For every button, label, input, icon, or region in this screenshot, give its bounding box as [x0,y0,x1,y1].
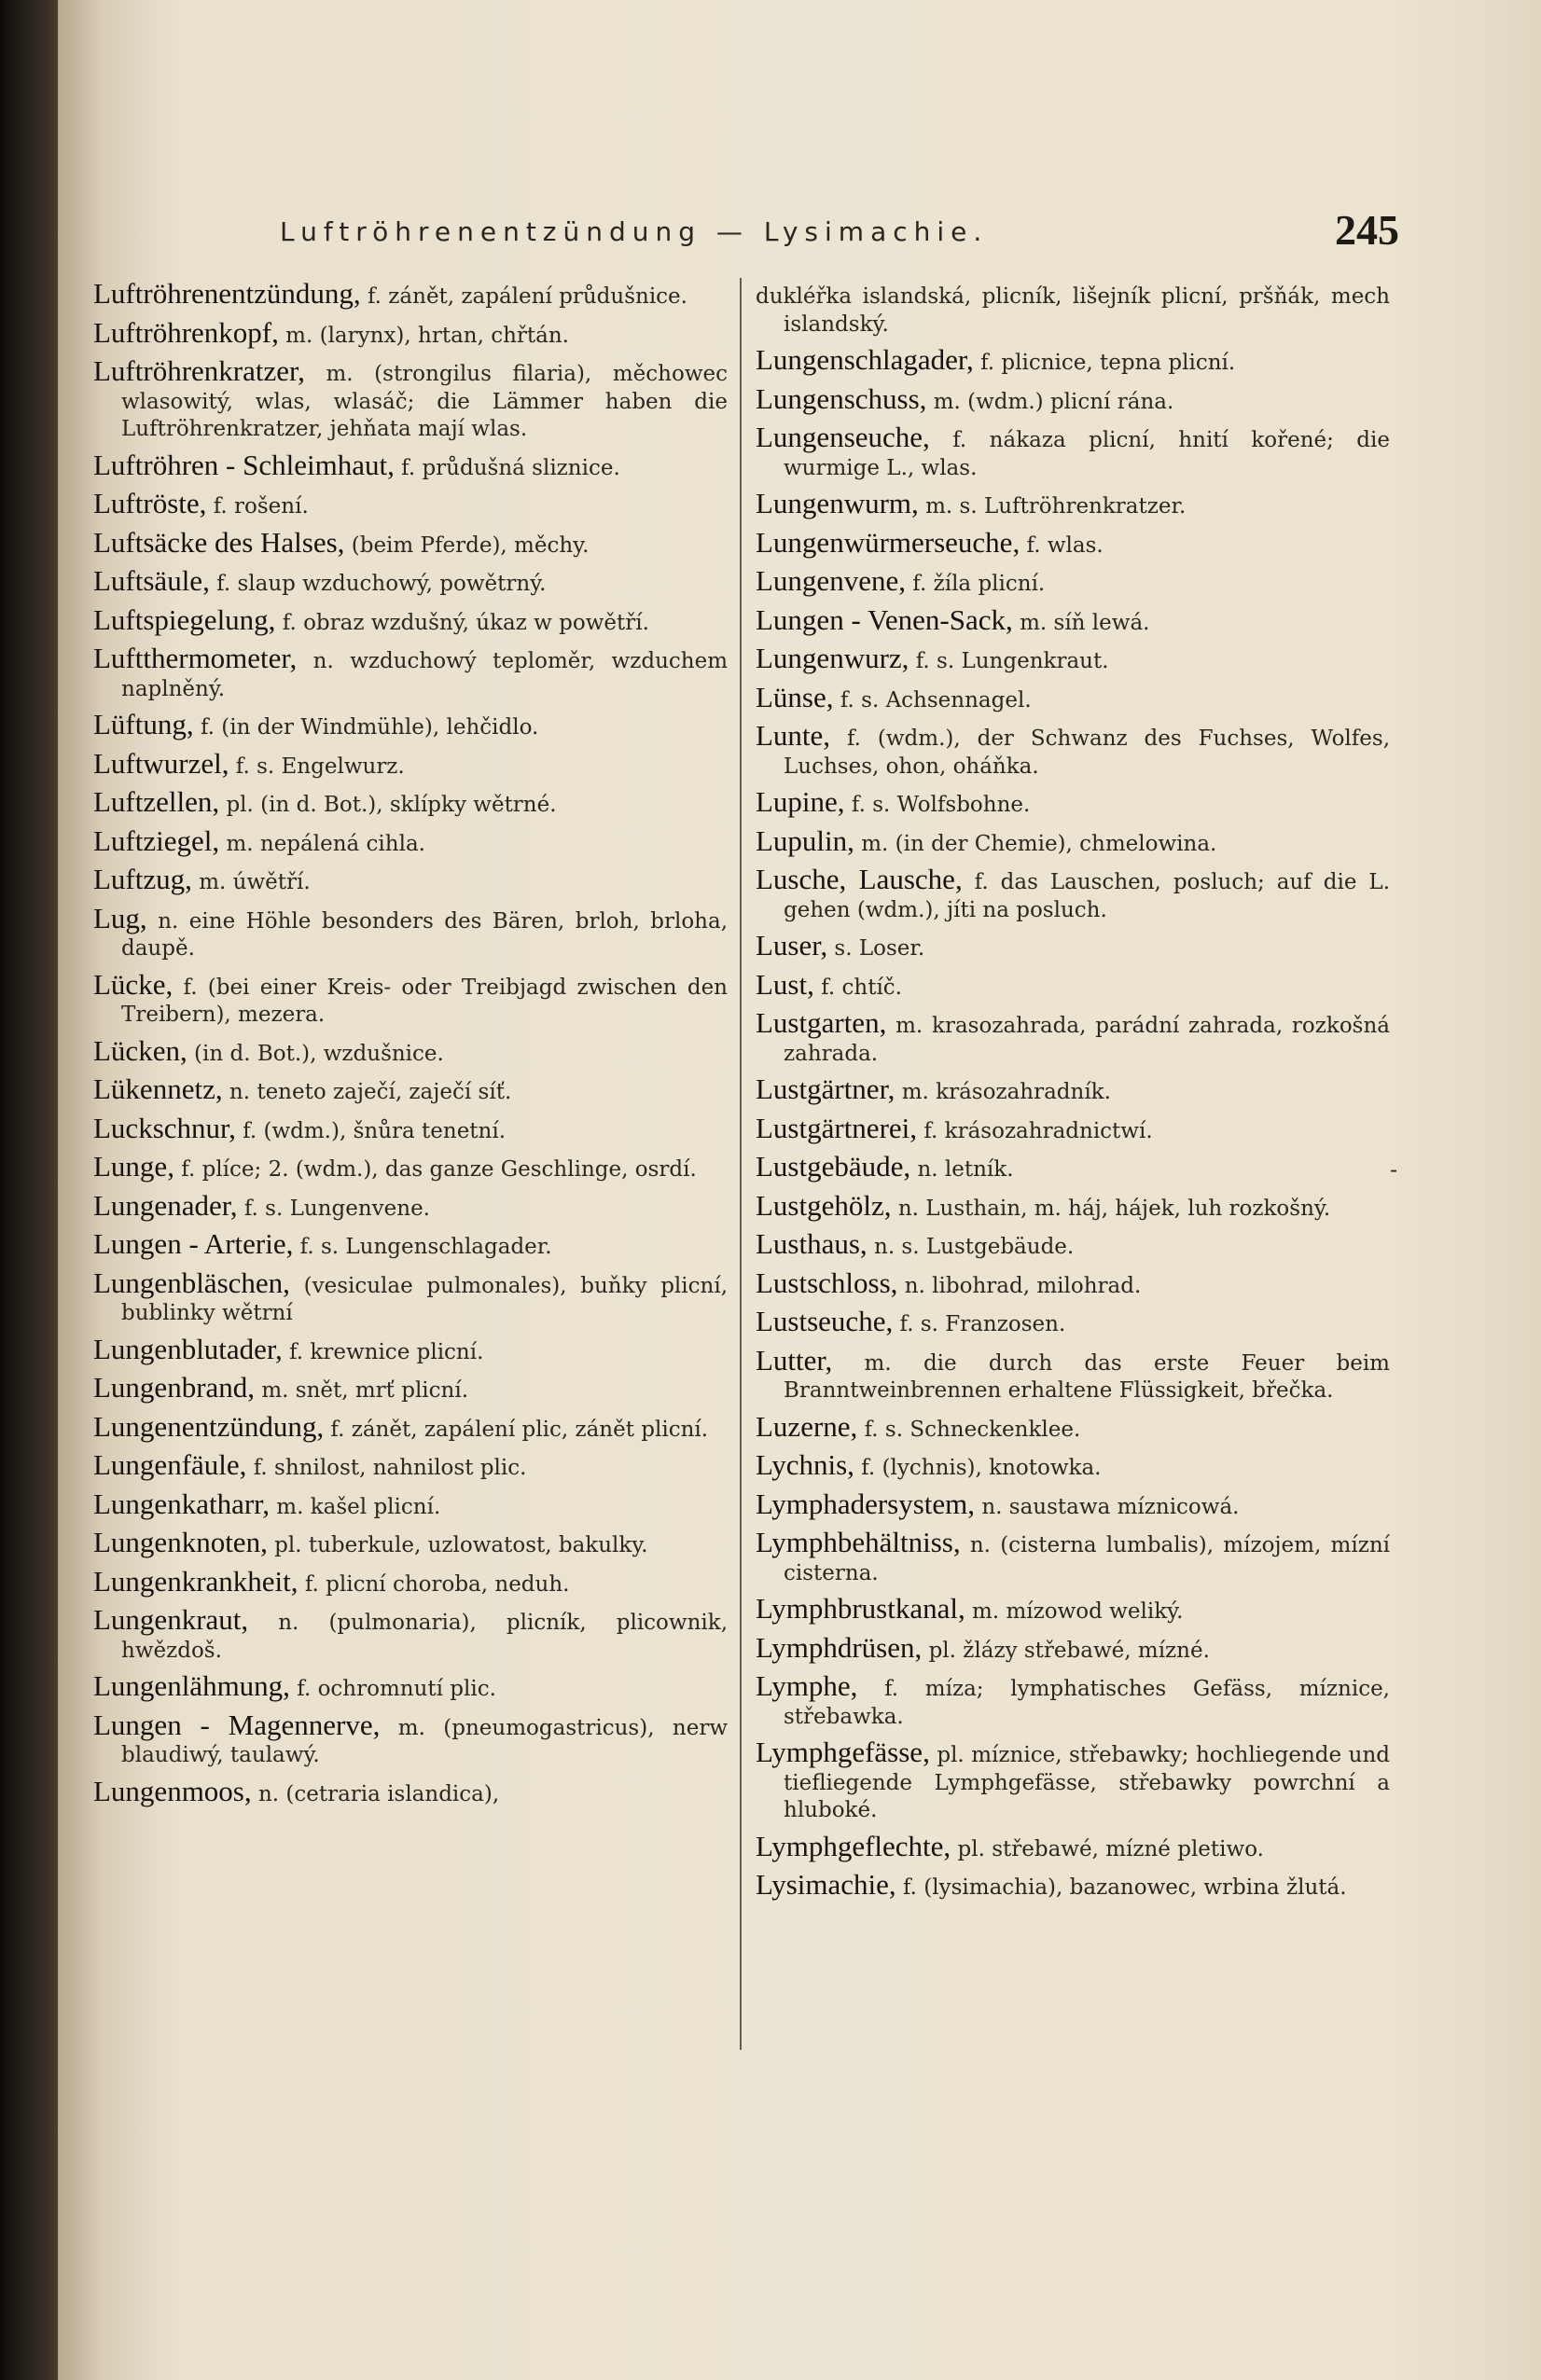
entry-definition: n. (cetraria islandica), [257,1781,500,1806]
entry-definition: f. shnilost, nahnilost plic. [253,1456,527,1480]
entry-definition: m. (in der Chemie), chmelowina. [861,831,1217,856]
dictionary-entry [756,1409,1390,1445]
dictionary-entry [756,1072,1390,1107]
entry-headword: Lungenbrand, [93,1371,256,1404]
entry-headword: Lungenschlagader, [756,343,974,376]
entry-headword: Luftthermometer, [93,642,298,674]
entry-headword: Lungen - Venen-Sack, [756,602,1013,636]
dictionary-entry [756,1448,1390,1483]
left-column [93,280,728,2313]
entry-headword: Luftzellen, [93,785,220,818]
dictionary-entry [756,1868,1390,1903]
entry-definition: f. s. Franzosen. [899,1312,1066,1336]
entry-definition: n. (cisterna lumbalis), mízojem, mízní cisterna. [784,1533,1390,1585]
entry-headword: Lüftung, [93,708,194,740]
dictionary-entry [93,1150,728,1184]
entry-headword: Lymphe, [756,1669,858,1702]
entry-headword: Lücke, [93,967,174,1001]
dictionary-entry [756,1266,1390,1301]
entry-headword: Lustgehölz, [756,1188,892,1222]
entry-headword: Lungenwürmerseuche, [756,525,1020,559]
entry-definition: m. nepálená cihla. [226,831,425,856]
dictionary-entry [93,823,728,859]
margin-hyphen: - [1390,1156,1398,1183]
dictionary-entry [756,1592,1390,1626]
entry-definition: f. krásozahradnictwí. [923,1118,1153,1143]
dictionary-entry [756,1343,1390,1405]
dictionary-entry [756,719,1390,781]
entry-definition: f. žíla plicní. [912,572,1046,596]
dictionary-entry [93,644,728,703]
dictionary-entry [93,1409,728,1445]
dictionary-entry [93,1526,728,1560]
dictionary-entry [93,1072,728,1107]
entry-definition: f. ochromnutí plic. [297,1677,496,1701]
entry-definition: f. obraz wzdušný, úkaz w powětří. [282,610,649,635]
dictionary-entry [93,564,728,599]
entry-headword: Luftsäcke des Halses, [93,525,345,559]
entry-headword: Lungenwurz, [756,642,909,674]
entry-definition: f. rošení. [213,494,309,519]
entry-headword: Luftsäule, [93,564,210,597]
entry-definition: f. (bei einer Kreis- oder Treibjagd zwischen den Treibern), mezera. [121,975,728,1027]
dictionary-entry [756,1526,1390,1587]
entry-headword: Luzerne, [756,1409,858,1443]
dictionary-entry [756,823,1390,859]
entry-headword: Luftröhrenentzündung, [93,280,361,310]
dictionary-entry [756,280,1390,339]
entry-definition: pl. žlázy střebawé, mízné. [928,1638,1210,1663]
entry-headword: Lymphbehältniss, [756,1526,961,1558]
dictionary-entry [93,1033,728,1069]
dictionary-entry [756,967,1390,1003]
entry-definition: f. plíce; 2. (wdm.), das ganze Geschlinge, osrdí. [181,1157,697,1182]
entry-definition: f. zánět, zapálení průdušnice. [367,284,687,309]
entry-definition: f. s. Wolfsbohne. [851,793,1031,817]
entry-headword: Lükennetz, [93,1072,223,1105]
dictionary-entry [93,1188,728,1224]
dictionary-entry [756,564,1390,599]
entry-headword: Lungenkatharr, [93,1487,270,1520]
entry-definition: m. (larynx), hrtan, chřtán. [285,323,569,348]
entry-definition: f. průdušná sliznice. [401,455,620,480]
entry-definition: m. (wdm.) plicní rána. [933,389,1174,414]
entry-headword: Lungenfäule, [93,1448,247,1481]
entry-definition: m. úwětří. [199,870,311,894]
entry-headword: Luftröhrenkratzer, [93,354,305,387]
dictionary-entry [93,448,728,483]
dictionary-entry [93,1332,728,1367]
entry-headword: Lupine, [756,785,845,818]
entry-definition: f. (in der Windmühle), lehčidlo. [200,715,539,740]
dictionary-entry [756,785,1390,820]
entry-headword: Lungen - Arterie, [93,1227,294,1260]
dictionary-entry [756,487,1390,521]
entry-definition: pl. (in d. Bot.), sklípky wětrné. [226,793,557,817]
dictionary-entry [93,1371,728,1405]
dictionary-entry [93,708,728,742]
entry-definition: f. s. Schneckenklee. [864,1417,1081,1442]
entry-headword: Lymphadersystem, [756,1487,976,1520]
entry-headword: Lungenentzündung, [93,1409,325,1443]
dictionary-entry [756,343,1390,378]
entry-definition: f. krewnice plicní. [289,1339,484,1364]
entry-headword: Lungenvene, [756,564,906,597]
entry-definition: m. síň lewá. [1020,610,1150,635]
entry-headword: Lustgebäude, [756,1150,911,1183]
entry-headword: Luftwurzel, [93,746,229,780]
entry-headword: Lymphgeflechte, [756,1829,951,1862]
entry-definition: n. (pulmonaria), plicník, plicownik, hwězdoš. [121,1611,728,1663]
dictionary-entry [93,1266,728,1328]
entry-definition: f. (lychnis), knotowka. [861,1456,1102,1480]
dictionary-entry [93,1564,728,1599]
entry-definition: n. s. Lustgebäude. [874,1235,1075,1259]
entry-definition: pl. míznice, střebawky; hochliegende und tiefliegende Lymphgefässe, střebawky powrchní a hluboké. [784,1743,1390,1822]
entry-definition: (beim Pferde), měchy. [351,533,590,558]
entry-definition: n. libohrad, milohrad. [904,1273,1142,1298]
entry-definition: pl. střebawé, mízné pletiwo. [957,1836,1264,1861]
entry-definition: m. krasozahrada, parádní zahrada, rozkošná zahrada. [784,1014,1390,1066]
dictionary-entry [756,680,1390,715]
dictionary-entry [93,315,728,351]
dictionary-entry [756,1188,1390,1224]
entry-definition: f. wlas. [1026,533,1104,558]
entry-definition: n. teneto zaječí, zaječí síť. [229,1080,512,1104]
entry-headword: Lusthaus, [756,1227,868,1260]
entry-headword: Lustgärtner, [756,1072,895,1105]
entry-headword: Lymphdrüsen, [756,1630,923,1664]
entry-definition: m. kašel plicní. [276,1494,441,1519]
book-spine [0,0,65,2380]
entry-definition: f. (lysimachia), bazanowec, wrbina žlutá. [902,1875,1347,1900]
dictionary-entry [93,280,728,311]
entry-headword: Lungenmoos, [93,1774,252,1807]
dictionary-entry [93,1487,728,1522]
dictionary-entry [756,525,1390,560]
entry-headword: Luftröhren - Schleimhaut, [93,448,395,481]
entry-headword: Lymphbrustkanal, [756,1592,965,1625]
dictionary-entry [756,929,1390,963]
entry-headword: Lustschloss, [756,1266,898,1299]
page-number: 245 [1335,206,1399,254]
entry-definition: f. s. Lungenkraut. [915,649,1109,673]
entry-headword: Lunte, [756,719,831,752]
entry-headword: Lustseuche, [756,1305,894,1337]
entry-definition: f. s. Achsennagel. [840,687,1032,713]
entry-definition: f. (wdm.), šnůra tenetní. [243,1118,507,1143]
dictionary-entry [93,1708,728,1770]
dictionary-entry [93,1603,728,1665]
entry-definition: (vesiculae pulmonales), buňky plicní, bublinky wětrní [121,1273,728,1325]
entry-headword: Lustgarten, [756,1006,887,1039]
entry-definition: m. s. Luftröhrenkratzer. [925,494,1187,519]
entry-headword: Lungenkrankheit, [93,1564,298,1598]
dictionary-entry [756,1305,1390,1339]
entry-definition: m. krásozahradník. [901,1080,1111,1104]
entry-definition: f. s. Lungenschlagader. [299,1235,552,1259]
entry-definition: f. s. Lungenvene. [243,1196,430,1221]
entry-headword: Lust, [756,967,814,1001]
dictionary-entry [93,602,728,638]
entry-definition: m. (pneumogastricus), nerw blaudiwý, taulawý. [121,1715,728,1767]
entry-definition: f. chtíč. [821,975,902,1000]
dictionary-entry [93,525,728,560]
entry-headword: Lungenwurm, [756,487,919,519]
dictionary-entry [93,865,728,897]
entry-headword: Lusche, Lausche, [756,863,963,895]
entry-definition: dukléřka islandská, plicník, lišejník plicní, pršňák, mech islandský. [756,284,1390,337]
entry-headword: Lünse, [756,680,834,713]
running-title: Luftröhrenentzündung — Lysimachie. [280,216,989,247]
entry-definition: f. nákaza plicní, hnití kořené; die wurmige L., wlas. [784,428,1390,480]
entry-definition: n. saustawa míznicowá. [981,1494,1240,1519]
dictionary-entry [756,423,1390,482]
dictionary-entry [756,865,1390,924]
entry-headword: Luftziegel, [93,823,220,857]
dictionary-entry [756,1111,1390,1146]
dictionary-entry [756,1150,1390,1184]
entry-definition: pl. tuberkule, uzlowatost, bakulky. [274,1533,648,1557]
entry-definition: n. wzduchowý teploměr, wzduchem naplněný. [121,649,728,701]
entry-headword: Lupulin, [756,823,854,857]
entry-headword: Lungenknoten, [93,1526,268,1558]
entry-definition: n. eine Höhle besonders des Bären, brloh, brloha, daupě. [121,908,728,961]
entry-headword: Lunge, [93,1150,174,1183]
dictionary-entry [756,1829,1390,1864]
running-header [280,206,1399,259]
dictionary-entry [93,1227,728,1262]
dictionary-entry [756,381,1390,417]
entry-headword: Lungenbläschen, [93,1266,290,1299]
dictionary-entry [93,967,728,1030]
entry-definition: f. plicnice, tepna plicní. [980,351,1236,375]
entry-definition: f. zánět, zapálení plic, zánět plicní. [330,1417,709,1442]
dictionary-entry [93,901,728,963]
entry-definition: (in d. Bot.), wzdušnice. [194,1041,444,1066]
dictionary-entry [756,644,1390,676]
dictionary-entry [93,1448,728,1483]
dictionary-entry [756,1738,1390,1825]
entry-headword: Lungenlähmung, [93,1669,290,1702]
entry-headword: Lungenblutader, [93,1332,283,1365]
entry-definition: m. die durch das erste Feuer beim Branntweinbrennen erhaltene Flüssigkeit, břečka. [784,1350,1390,1403]
entry-headword: Lungenschuss, [756,381,927,415]
dictionary-entry [93,1669,728,1704]
entry-definition: s. Loser. [834,936,925,961]
entry-definition: f. das Lauschen, posluch; auf die L. gehen (wdm.), jíti na posluch. [784,870,1390,922]
entry-definition: n. letník. [917,1157,1014,1182]
entry-headword: Lymphgefässe, [756,1736,930,1768]
entry-headword: Luckschnur, [93,1111,236,1144]
entry-definition: f. s. Engelwurz. [235,754,405,779]
entry-headword: Luser, [756,929,828,962]
dictionary-entry [756,1227,1390,1262]
dictionary-entry [756,602,1390,638]
dictionary-entry [93,487,728,521]
dictionary-entry [756,1669,1390,1731]
entry-definition: m. snět, mrť plicní. [261,1378,469,1403]
entry-definition: m. (strongilus filaria), měchowec wlasowitý, wlas, wlasáč; die Lämmer haben die Luftröhrenkratzer, jehňata mají wlas. [121,362,728,441]
entry-headword: Lungenader, [93,1188,238,1222]
dictionary-entry [93,746,728,782]
entry-headword: Lug, [93,901,147,934]
dictionary-entry [756,1487,1390,1522]
column-divider [740,278,742,2050]
entry-headword: Luftröste, [93,487,207,519]
entry-definition: m. mízowod weliký. [972,1599,1184,1624]
entry-headword: Lysimachie, [756,1868,896,1901]
entry-definition: n. Lusthain, m. háj, hájek, luh rozkošný. [897,1196,1331,1221]
entry-headword: Luftzug, [93,863,192,895]
entry-headword: Lutter, [756,1343,833,1377]
dictionary-entry [756,1006,1390,1068]
entry-headword: Lychnis, [756,1448,854,1481]
entry-headword: Lungen - Magennerve, [93,1708,381,1741]
entry-definition: f. plicní choroba, neduh. [304,1571,570,1597]
entry-headword: Luftspiegelung, [93,602,276,636]
entry-headword: Luftröhrenkopf, [93,315,279,349]
entry-headword: Lustgärtnerei, [756,1111,918,1144]
entry-headword: Lücken, [93,1033,187,1067]
entry-definition: f. slaup wzduchowý, powětrný. [216,572,547,596]
entry-definition: f. (wdm.), der Schwanz des Fuchses, Wolfes, Luchses, ohon, oháňka. [784,726,1390,779]
entry-headword: Lungenseuche, [756,421,930,453]
dictionary-entry [93,785,728,820]
right-column [756,280,1390,2313]
dictionary-entry [93,1774,728,1809]
dictionary-entry [756,1630,1390,1666]
entry-headword: Lungenkraut, [93,1603,249,1636]
dictionary-entry [93,354,728,444]
entry-definition: f. míza; lymphatisches Gefäss, míznice, střebawka. [784,1677,1390,1729]
dictionary-entry [93,1111,728,1146]
